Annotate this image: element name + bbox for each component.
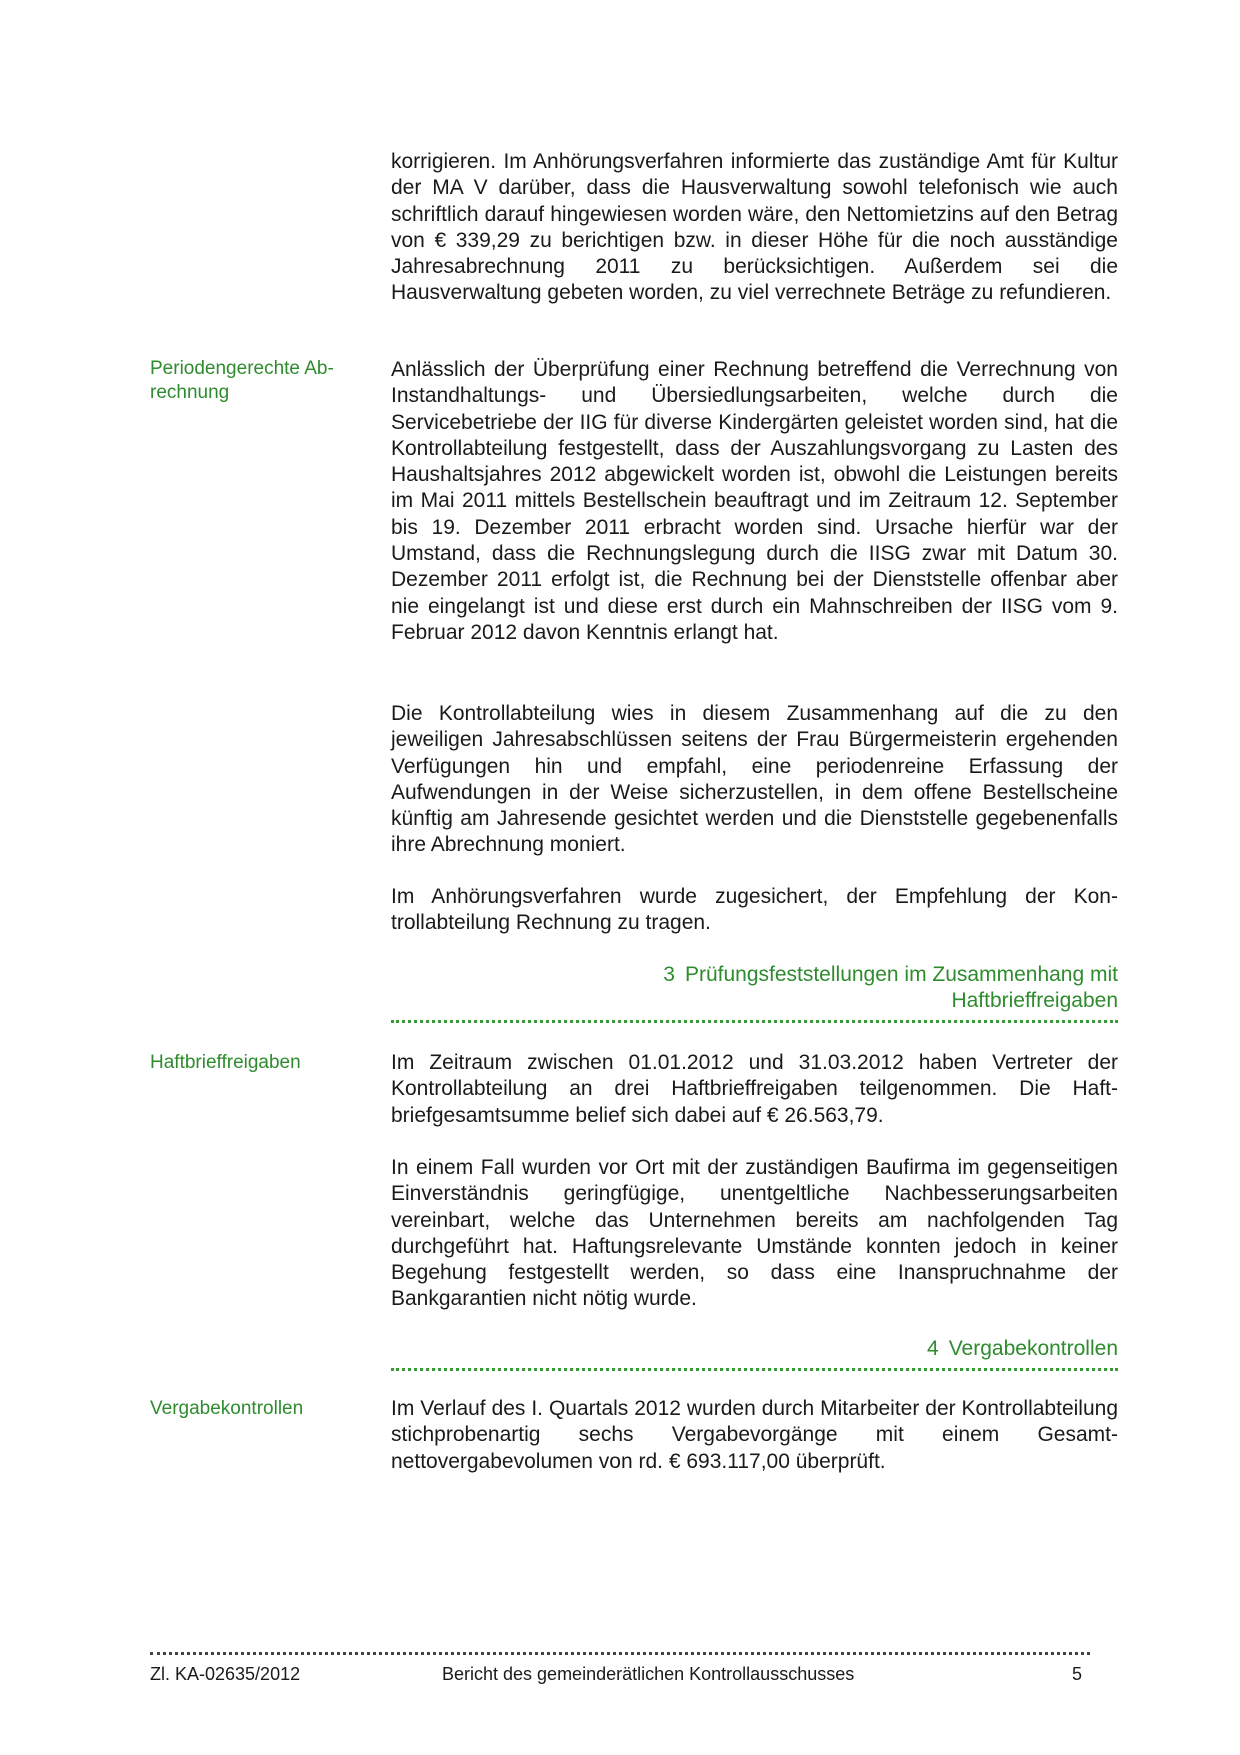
margin-note-haftbrieffreigaben: Haftbrieffreigaben <box>150 1052 301 1073</box>
paragraph-korrigieren: korrigieren. Im Anhörungsverfahren informierte das zuständige Amt für Kultur der MA V darüber, dass die Hausverwaltung sowohl telefonisch wie auch schriftlich darauf hingewiesen worden wäre, den Nettomietzins auf den Betrag von € 339,29 zu berichtigen bzw. in dieser Höhe für die noch ausständige Jahresabrechnung 2011 zu berücksichtigen. Außerdem sei die Hausverwaltung gebeten worden, zu viel verrechnete Beträge zu refundieren. <box>391 150 1118 305</box>
heading-divider-3 <box>391 1020 1118 1023</box>
section-heading-3-line1 <box>391 962 1118 988</box>
paragraph-vergabekontrollen: Im Verlauf des I. Quartals 2012 wurden durch Mitarbeiter der Kontrollabteilung stichprobenartig sechs Vergabevorgänge mit einem Gesamtnettovergabevolumen von rd. € 693.117,00 überprüft. <box>391 1397 1118 1473</box>
margin-note-periodengerechte-abrechnung: Periodengerechte Abrechnung <box>150 358 334 403</box>
footer-divider <box>150 1652 1090 1655</box>
section-number-4: 4 <box>927 1337 939 1360</box>
paragraph-empfehlung: Die Kontrollabteilung wies in diesem Zusammenhang auf die zu den jeweiligen Jahresabschlüssen seitens der Frau Bürgermeisterin ergehenden Verfügungen hin und empfahl, eine periodenreine Erfassung der Aufwendungen in der Weise sicherzustellen, in dem offene Bestellscheine künftig am Jahresende gesichtet werden und die Dienststelle gegebenenfalls ihre Abrechnung moniert. <box>391 702 1118 857</box>
paragraph-anhoerung: Im Anhörungsverfahren wurde zugesichert, der Empfehlung der Kontrollabteilung Rechnung zu tragen. <box>391 885 1118 935</box>
section-heading-4-title: Vergabekontrollen <box>948 1337 1118 1360</box>
section-heading-3-title: Prüfungsfeststellungen im Zusammenhang mit <box>684 963 1118 986</box>
section-heading-3 <box>391 962 1118 1015</box>
section-number-3: 3 <box>663 963 675 986</box>
section-heading-3-line2: Haftbrieffreigaben <box>951 989 1118 1013</box>
footer-reference: Zl. KA-02635/2012 <box>150 1664 301 1684</box>
footer-page-number: 5 <box>1072 1664 1083 1684</box>
margin-note-vergabekontrollen: Vergabekontrollen <box>150 1398 304 1419</box>
footer-title: Bericht des gemeinderätlichen Kontrollausschusses <box>442 1664 855 1684</box>
paragraph-haftbrieffreigaben: Im Zeitraum zwischen 01.01.2012 und 31.03.2012 haben Vertreter der Kontrollabteilung an drei Haftbrieffreigaben teilgenommen. Die Haftbriefgesamtsumme belief sich dabei auf € 26.563,79. <box>391 1051 1118 1127</box>
paragraph-nachbesserung: In einem Fall wurden vor Ort mit der zuständigen Baufirma im gegenseitigen Einverständnis geringfügige, unentgeltliche Nachbesserungsarbeiten vereinbart, welche das Unternehmen bereits am nachfolgenden Tag durchgeführt hat. Haftungsrelevante Umstände konnten jedoch in keiner Begehung festgestellt werden, so dass eine Inanspruchnahme der Bankgarantien nicht nötig wurde. <box>391 1156 1118 1311</box>
paragraph-rechnungspruefung: Anlässlich der Überprüfung einer Rechnung betreffend die Verrechnung von Instandhaltungs- und Übersiedlungsarbeiten, welche durch die Servicebetriebe der IIG für diverse Kindergärten geleistet worden sind, hat die Kontrollabteilung festgestellt, dass der Auszahlungsvorgang zu Lasten des Haushaltsjahres 2012 abgewickelt worden ist, obwohl die Leistungen bereits im Mai 2011 mittels Bestellschein beauftragt und im Zeitraum 12. September bis 19. Dezember 2011 erbracht worden sind. Ursache hierfür war der Umstand, dass die Rechnungslegung durch die IISG zwar mit Datum 30. Dezember 2011 erfolgt ist, die Rechnung bei der Dienststelle offenbar aber nie eingelangt ist und diese erst durch ein Mahnschreiben der IISG vom 9. Februar 2012 davon Kenntnis erlangt hat. <box>391 358 1118 644</box>
heading-divider-4 <box>391 1368 1118 1371</box>
section-heading-4 <box>391 1336 1118 1362</box>
